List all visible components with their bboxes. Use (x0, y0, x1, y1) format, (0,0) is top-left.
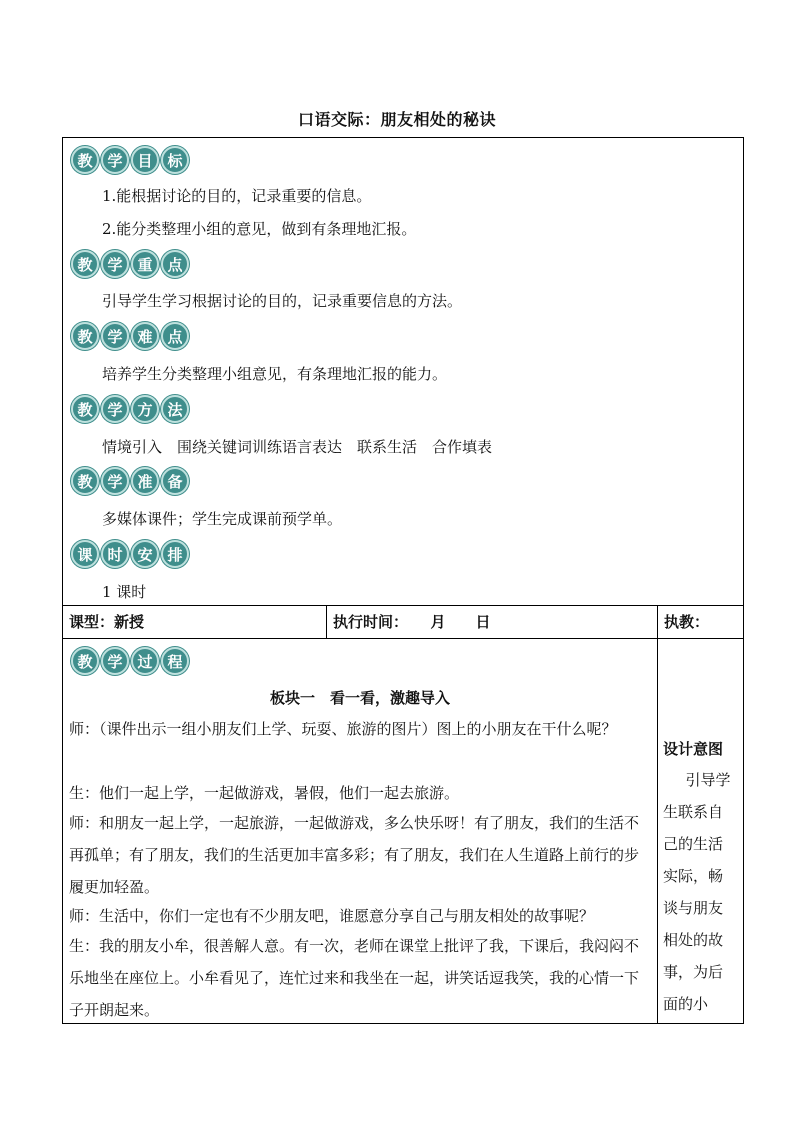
badge-char: 教 (71, 146, 99, 174)
section-badge-difficulties (71, 322, 189, 350)
execution-time: 执行时间： 月 日 (333, 613, 491, 631)
design-intent-text: 引导学生联系自己的生活实际，畅谈与朋友相处的故事，为后面的小 (663, 771, 731, 1013)
badge-char: 教 (71, 647, 99, 675)
section-badge-methods (71, 395, 189, 423)
objectives-box (62, 137, 744, 606)
section-badge-process (71, 647, 189, 675)
section-badge-goals (71, 146, 189, 174)
badge-char: 教 (71, 467, 99, 495)
teacher-label: 执教： (664, 613, 710, 631)
dialogue-paragraph: 生：他们一起上学，一起做游戏，暑假，他们一起去旅游。 (69, 784, 460, 802)
cell-divider (326, 606, 327, 638)
badge-char: 学 (101, 146, 129, 174)
section-badge-preparation (71, 467, 189, 495)
dialogue-paragraph: 师：生活中，你们一定也有不少朋友吧，谁愿意分享自己与朋友相处的故事呢？ (69, 907, 595, 925)
section-badge-key-points (71, 250, 189, 278)
badge-char: 学 (101, 395, 129, 423)
column-divider (657, 639, 658, 1023)
methods-line: 情境引入 围绕关键词训练语言表达 联系生活 合作填表 (102, 438, 493, 456)
difficulty-line: 培养学生分类整理小组意见，有条理地汇报的能力。 (102, 365, 448, 383)
badge-char: 教 (71, 322, 99, 350)
cell-divider (657, 606, 658, 638)
badge-char: 目 (131, 146, 159, 174)
document-title: 口语交际：朋友相处的秘诀 (297, 110, 496, 129)
badge-char: 教 (71, 250, 99, 278)
badge-char: 学 (101, 467, 129, 495)
goal-line-1: 1.能根据讨论的目的，记录重要的信息。 (102, 187, 372, 205)
dialogue-paragraph: 师：（课件出示一组小朋友们上学、玩耍、旅游的图片）图上的小朋友在干什么呢？ (69, 720, 617, 738)
badge-char: 排 (161, 540, 189, 568)
badge-char: 安 (131, 540, 159, 568)
badge-char: 学 (101, 647, 129, 675)
preparation-line: 多媒体课件；学生完成课前预学单。 (102, 510, 343, 528)
badge-char: 方 (131, 395, 159, 423)
badge-char: 教 (71, 395, 99, 423)
badge-char: 程 (161, 647, 189, 675)
badge-char: 过 (131, 647, 159, 675)
block-title: 板块一 看一看，激趣导入 (269, 689, 450, 707)
badge-char: 法 (161, 395, 189, 423)
lesson-type: 课型：新授 (69, 613, 145, 631)
section-badge-schedule (71, 540, 189, 568)
key-point-line: 引导学生学习根据讨论的目的，记录重要信息的方法。 (102, 292, 463, 310)
badge-char: 点 (161, 322, 189, 350)
design-intent-title: 设计意图 (663, 740, 724, 758)
badge-char: 时 (101, 540, 129, 568)
schedule-line: 1 课时 (102, 583, 147, 601)
teaching-process-box (62, 638, 744, 1024)
badge-char: 课 (71, 540, 99, 568)
lesson-meta-row (62, 605, 744, 639)
badge-char: 难 (131, 322, 159, 350)
badge-char: 学 (101, 322, 129, 350)
badge-char: 标 (161, 146, 189, 174)
badge-char: 点 (161, 250, 189, 278)
goal-line-2: 2.能分类整理小组的意见，做到有条理地汇报。 (102, 220, 417, 238)
dialogue-paragraph: 师：和朋友一起上学，一起旅游，一起做游戏，多么快乐呀！有了朋友，我们的生活不再孤单；有了朋友，我们的生活更加丰富多彩；有了朋友，我们在人生道路上前行的步履更加轻盈。 (69, 814, 640, 896)
badge-char: 学 (101, 250, 129, 278)
badge-char: 备 (161, 467, 189, 495)
badge-char: 准 (131, 467, 159, 495)
badge-char: 重 (131, 250, 159, 278)
dialogue-paragraph: 生：我的朋友小牟，很善解人意。有一次，老师在课堂上批评了我，下课后，我闷闷不乐地坐在座位上。小牟看见了，连忙过来和我坐在一起，讲笑话逗我笑，我的心情一下子开朗起来。 (69, 937, 640, 1019)
